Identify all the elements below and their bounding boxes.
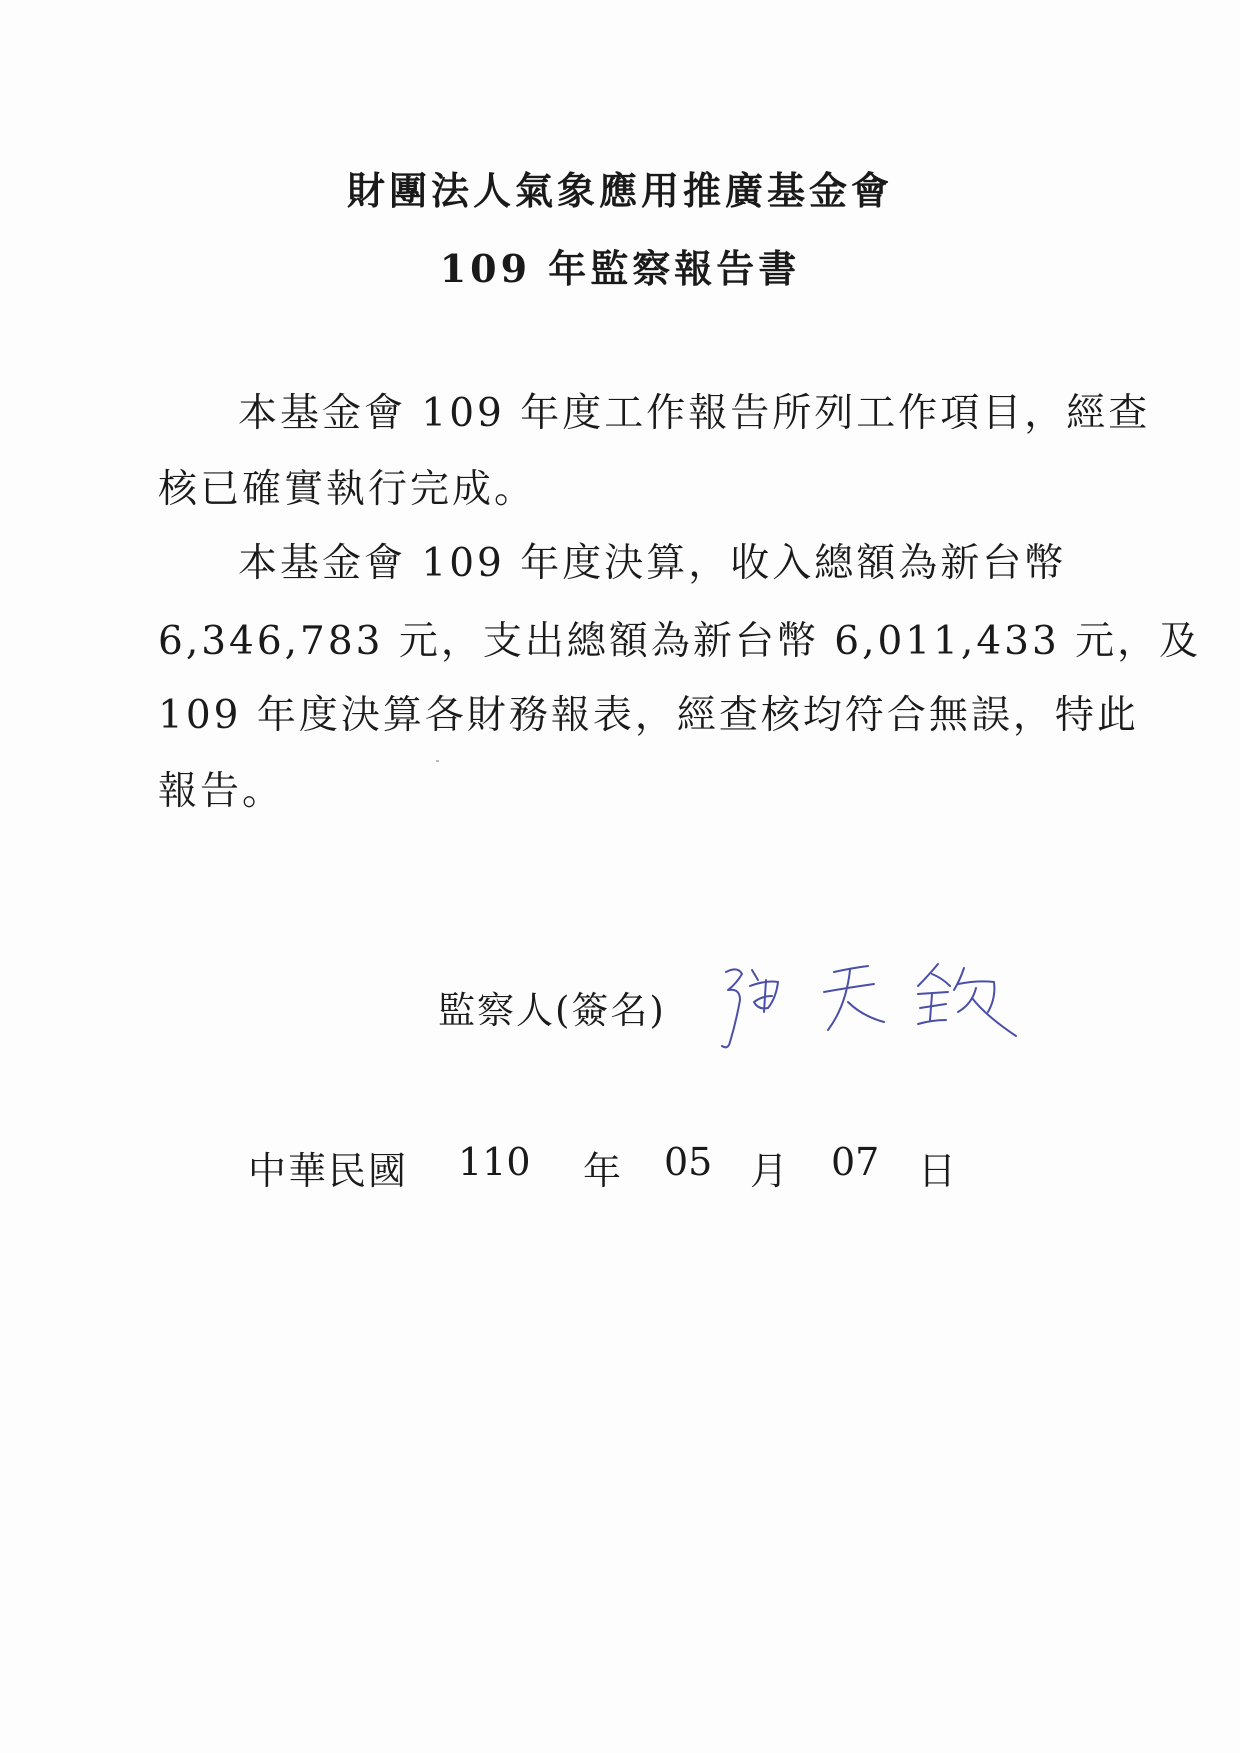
report-title: 109 年監察報告書 — [439, 246, 801, 291]
paragraph-1-line-2: 核已確實執行完成。 — [158, 467, 537, 512]
date-year-unit: 年 — [583, 1149, 622, 1193]
paragraph-2-line-2: 6,346,783 元，支出總額為新台幣 6,011,433 元，及 — [158, 619, 1202, 664]
supervisor-signature-label: 監察人(簽名) — [438, 989, 666, 1032]
date-day: 07 — [831, 1140, 880, 1184]
handwritten-signature — [706, 950, 1036, 1070]
date-day-unit: 日 — [918, 1149, 957, 1193]
paragraph-2-line-3: 109 年度決算各財務報表，經查核均符合無誤，特此 — [158, 693, 1139, 738]
date-month: 05 — [664, 1140, 713, 1184]
scan-speck — [436, 760, 439, 762]
paragraph-2-line-1: 本基金會 109 年度決算，收入總額為新台幣 — [238, 541, 1067, 586]
organization-title: 財團法人氣象應用推廣基金會 — [346, 168, 893, 213]
signing-date — [248, 1140, 988, 1193]
date-era: 中華民國 — [248, 1149, 409, 1193]
date-month-unit: 月 — [750, 1149, 789, 1193]
paragraph-1-line-1: 本基金會 109 年度工作報告所列工作項目，經查 — [238, 391, 1151, 436]
paragraph-2-line-4: 報告。 — [158, 769, 285, 814]
date-year: 110 — [458, 1140, 531, 1184]
